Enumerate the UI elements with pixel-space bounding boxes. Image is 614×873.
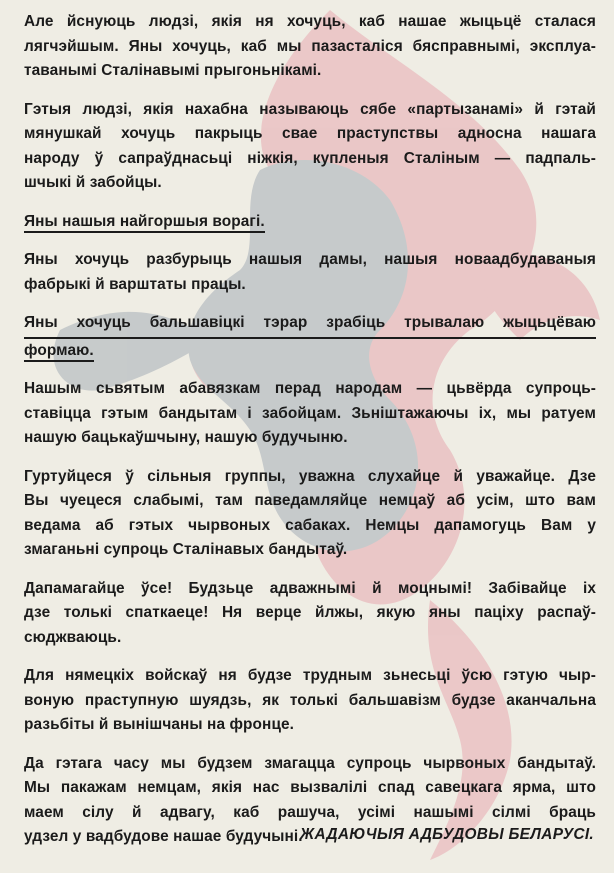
signature: ЖАДАЮЧЫЯ АДБУДОВЫ БЕЛАРУСІ.	[299, 826, 594, 843]
text-line: Для нямецкіх войскаў ня будзе трудным зьнесьці ўсю гэтую чыр-	[24, 667, 596, 684]
text-line: нашую бацькаўшчыну, нашую будучыню.	[24, 429, 348, 446]
text-line: лягчэйшым. Яны хочуць, каб мы пазасталіся бясправнымі, эксплуа-	[24, 37, 596, 55]
paragraph-6	[24, 377, 596, 451]
text-line: Гуртуйцеся ў сільныя группы, уважна слухайце й уважайце. Дзе	[24, 467, 596, 485]
underlined-text: Яны нашыя найгоршыя ворагі.	[24, 213, 265, 233]
text-line: воную праступную шуядзь, як толькі бальшавізм будзе аканчальна	[24, 691, 596, 709]
paragraph-4	[24, 248, 596, 297]
text-line: сюджваюць.	[24, 628, 122, 646]
text-line	[24, 339, 596, 364]
text-line: ведама аб гэтых чырвоных сабаках. Немцы дапамогуць Вам у	[24, 516, 596, 534]
text-line: змаганьні супроць Сталінавых бандытаў.	[24, 541, 348, 558]
text-line: удзел у вадбудове нашае будучыні.	[24, 828, 303, 845]
text-line: Мы пакажам немцам, якія нас вызвалілі спад савецкага ярма, што	[24, 779, 596, 796]
text-line	[24, 210, 596, 235]
paragraph-2	[24, 98, 596, 196]
text-line: народу ў сапраўднасьці ніжкія, купленыя Сталіным — падпаль-	[24, 149, 596, 167]
text-line: Але йснуюць людзі, якія ня хочуць, каб нашае жыцьцё сталася	[24, 13, 596, 30]
text-line: Яны хочуць бальшавіцкі тэрар зрабіць трывалаю жыцьцёваю	[24, 311, 596, 339]
text-line: Да гэтага часу мы будзем змагацца супроць чырвоных бандытаў.	[24, 754, 596, 772]
text-line: мянушкай хочуць пакрыць свае праступствы адносна нашага	[24, 125, 596, 142]
text-line: таванымі Сталінавымі прыгоньнікамі.	[24, 62, 322, 79]
text-line: разьбіты й вынішчаны на фронце.	[24, 716, 295, 733]
paragraph-9	[24, 664, 596, 738]
paragraph-5	[24, 311, 596, 363]
paragraph-1	[24, 10, 596, 84]
text-line: дзе толькі спаткаеце! Ня верце йлжы, якую яны паціху распаў-	[24, 604, 596, 621]
text-line: маем сілу й адвагу, каб рашуча, усімі нашымі сілмі браць	[24, 803, 596, 821]
text-line: Яны хочуць разбурыць нашыя дамы, нашыя новаадбудаваныя	[24, 251, 596, 268]
text-line: фабрыкі й варштаты працы.	[24, 275, 246, 293]
text-line: Дапамагайце ўсе! Будзьце адважнымі й моцнымі! Забівайце іх	[24, 579, 596, 597]
text-line: ставіцца гэтым бандытам і забойцам. Зьніштажаючы іх, мы ратуем	[24, 404, 596, 422]
text-line: шчыкі й забойцы.	[24, 174, 162, 191]
paragraph-3	[24, 210, 596, 235]
paragraph-7	[24, 465, 596, 563]
text-line: Нашым сьвятым абавязкам перад народам — цьвёрда супроць-	[24, 380, 596, 397]
text-line: Вы чуецеся слабымі, там паведамляйце немцаў аб усім, што вам	[24, 492, 596, 509]
underlined-text: формаю.	[24, 342, 94, 362]
text-line: Гэтыя людзі, якія нахабна называюць сябе «партызанамі» й гэтай	[24, 100, 596, 118]
paragraph-8	[24, 577, 596, 651]
leaflet-text	[24, 10, 596, 864]
